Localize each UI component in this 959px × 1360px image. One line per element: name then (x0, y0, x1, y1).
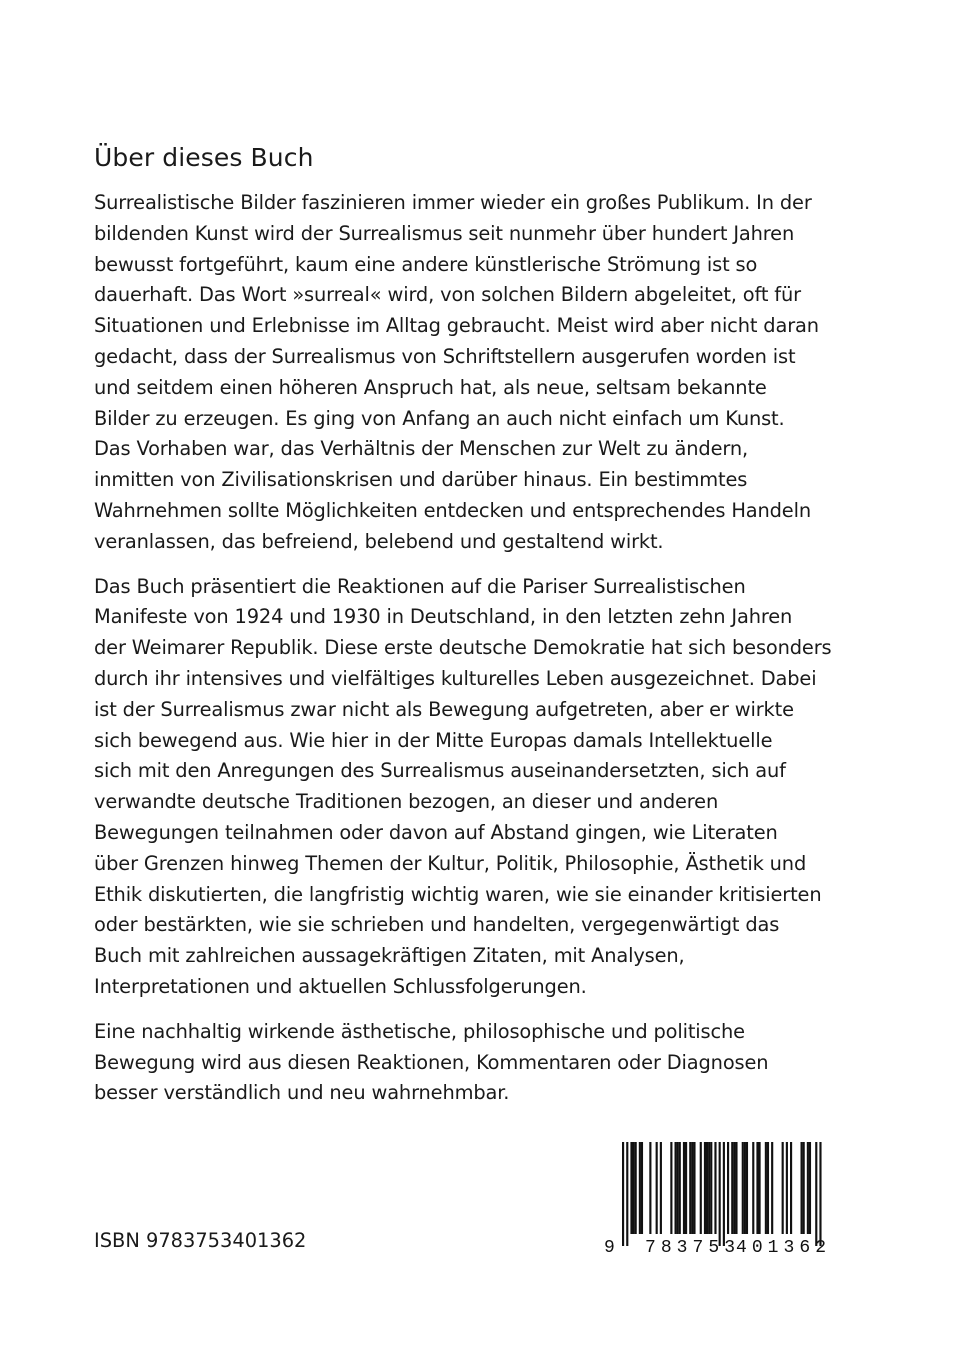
barcode-bar (706, 1142, 708, 1234)
text-line: Manifeste von 1924 und 1930 in Deutschland, in den letzten zehn Jahren (94, 605, 793, 629)
barcode-bar (752, 1142, 754, 1234)
barcode-guard-bar (626, 1142, 628, 1246)
barcode-bar (803, 1142, 805, 1234)
barcode-bar (735, 1142, 737, 1234)
barcode-graphic (598, 1140, 838, 1258)
barcode-bar (756, 1142, 758, 1234)
text-line: und seitdem einen höheren Anspruch hat, als neue, seltsam bekannte (94, 375, 767, 399)
text-line: Buch mit zahlreichen aussagekräftigen Zitaten, mit Analysen, (94, 944, 685, 968)
barcode-bar (641, 1142, 643, 1234)
barcode-bar (727, 1142, 729, 1234)
barcode-bar (639, 1142, 641, 1234)
text-line: Bewegung wird aus diesen Reaktionen, Kommentaren oder Diagnosen (94, 1050, 769, 1074)
text-line: Das Vorhaben war, das Verhältnis der Menschen zur Welt zu ändern, (94, 437, 748, 461)
barcode-bar (782, 1142, 784, 1234)
text-line: inmitten von Zivilisationskrisen und darüber hinaus. Ein bestimmtes (94, 468, 748, 492)
barcode-bar (809, 1142, 811, 1234)
barcode-bar (683, 1142, 685, 1234)
text-line: dauerhaft. Das Wort »surreal« wird, von solchen Bildern abgeleitet, oft für (94, 283, 801, 307)
barcode-bar (700, 1142, 702, 1234)
text-line: Situationen und Erlebnisse im Alltag gebraucht. Meist wird aber nicht daran (94, 314, 819, 338)
barcode-bar (759, 1142, 761, 1234)
barcode-left-digits: 783753 (645, 1238, 735, 1258)
barcode-right-digits: 401362 (736, 1238, 826, 1258)
blurb-paragraph-2 (94, 572, 869, 1003)
section-heading: Über dieses Buch (94, 143, 314, 172)
barcode-guard-bar (719, 1142, 721, 1246)
text-line: Surrealistische Bilder faszinieren immer wieder ein großes Publikum. In der (94, 191, 812, 214)
barcode-bar (744, 1142, 746, 1234)
barcode-bar (714, 1142, 716, 1234)
text-line: gedacht, dass der Surrealismus von Schriftstellern ausgerufen worden ist (94, 344, 796, 368)
text-line: durch ihr intensives und vielfältiges kulturelles Leben ausgezeichnet. Dabei (94, 666, 817, 690)
barcode-bar (689, 1142, 691, 1234)
barcode-bar (790, 1142, 792, 1234)
text-line: Bewegungen teilnahmen oder davon auf Abstand gingen, wie Literaten (94, 820, 778, 844)
text-line: sich mit den Anregungen des Surrealismus auseinandersetzten, sich auf (94, 759, 786, 783)
barcode-bar (767, 1142, 769, 1234)
barcode-guard-bar (819, 1142, 821, 1246)
text-line: verwandte deutsche Traditionen bezogen, an dieser und anderen (94, 790, 719, 814)
barcode-bar (635, 1142, 637, 1234)
barcode-bar (733, 1142, 735, 1234)
barcode-bar (679, 1142, 681, 1234)
barcode-lead-digit: 9 (604, 1238, 615, 1258)
text-line: Bilder zu erzeugen. Es ging von Anfang an auch nicht einfach um Kunst. (94, 406, 785, 430)
barcode-guard-bar (622, 1142, 624, 1246)
text-line: veranlassen, das befreiend, belebend und gestaltend wirkt. (94, 529, 664, 553)
text-line: Wahrnehmen sollte Möglichkeiten entdecken und entsprechendes Handeln (94, 498, 811, 522)
barcode-bar (649, 1142, 651, 1234)
barcode-bar (746, 1142, 748, 1234)
blurb-text (94, 188, 869, 1109)
text-line: oder bestärkten, wie sie schrieben und handelten, vergegenwärtigt das (94, 913, 780, 937)
text-line: Eine nachhaltig wirkende ästhetische, philosophische und politische (94, 1019, 745, 1043)
barcode-guard-bar (723, 1142, 725, 1246)
barcode-bar (801, 1142, 803, 1234)
barcode-bars (622, 1142, 822, 1246)
isbn-label: ISBN 9783753401362 (94, 1229, 307, 1252)
barcode-bar (710, 1142, 712, 1234)
barcode-bar (675, 1142, 677, 1234)
barcode-bar (742, 1142, 744, 1234)
barcode-bar (807, 1142, 809, 1234)
barcode-bar (693, 1142, 695, 1234)
barcode-guard-bar (815, 1142, 817, 1246)
barcode-bar (708, 1142, 710, 1234)
text-line: Interpretationen und aktuellen Schlussfolgerungen. (94, 974, 587, 998)
text-line: sich bewegend aus. Wie hier in der Mitte Europas damals Intellektuelle (94, 728, 773, 752)
barcode-bar (660, 1142, 662, 1234)
text-line: der Weimarer Republik. Diese erste deutsche Demokratie hat sich besonders (94, 636, 832, 660)
text-line: bewusst fortgeführt, kaum eine andere künstlerische Strömung ist so (94, 252, 758, 276)
barcode-bar (633, 1142, 635, 1234)
barcode-bar (691, 1142, 693, 1234)
blurb-paragraph-3 (94, 1017, 869, 1109)
text-line: besser verständlich und neu wahrnehmbar. (94, 1081, 510, 1105)
barcode-bar (685, 1142, 687, 1234)
barcode-bar (677, 1142, 679, 1234)
text-line: Das Buch präsentiert die Reaktionen auf die Pariser Surrealistischen (94, 574, 746, 598)
text-line: bildenden Kunst wird der Surrealismus seit nunmehr über hundert Jahren (94, 221, 795, 245)
barcode-bar (786, 1142, 788, 1234)
barcode-bar (765, 1142, 767, 1234)
text-line: ist der Surrealismus zwar nicht als Bewegung aufgetreten, aber er wirkte (94, 697, 794, 721)
barcode-bar (731, 1142, 733, 1234)
barcode-bar (630, 1142, 632, 1234)
barcode-bar (704, 1142, 706, 1234)
ean-barcode (598, 1140, 838, 1258)
text-line: Ethik diskutierten, die langfristig wichtig waren, wie sie einander kritisierten (94, 882, 822, 906)
barcode-bar (771, 1142, 773, 1234)
text-line: über Grenzen hinweg Themen der Kultur, Politik, Philosophie, Ästhetik und (94, 851, 807, 875)
barcode-bar (670, 1142, 672, 1234)
blurb-paragraph-1 (94, 188, 869, 558)
barcode-bar (656, 1142, 658, 1234)
